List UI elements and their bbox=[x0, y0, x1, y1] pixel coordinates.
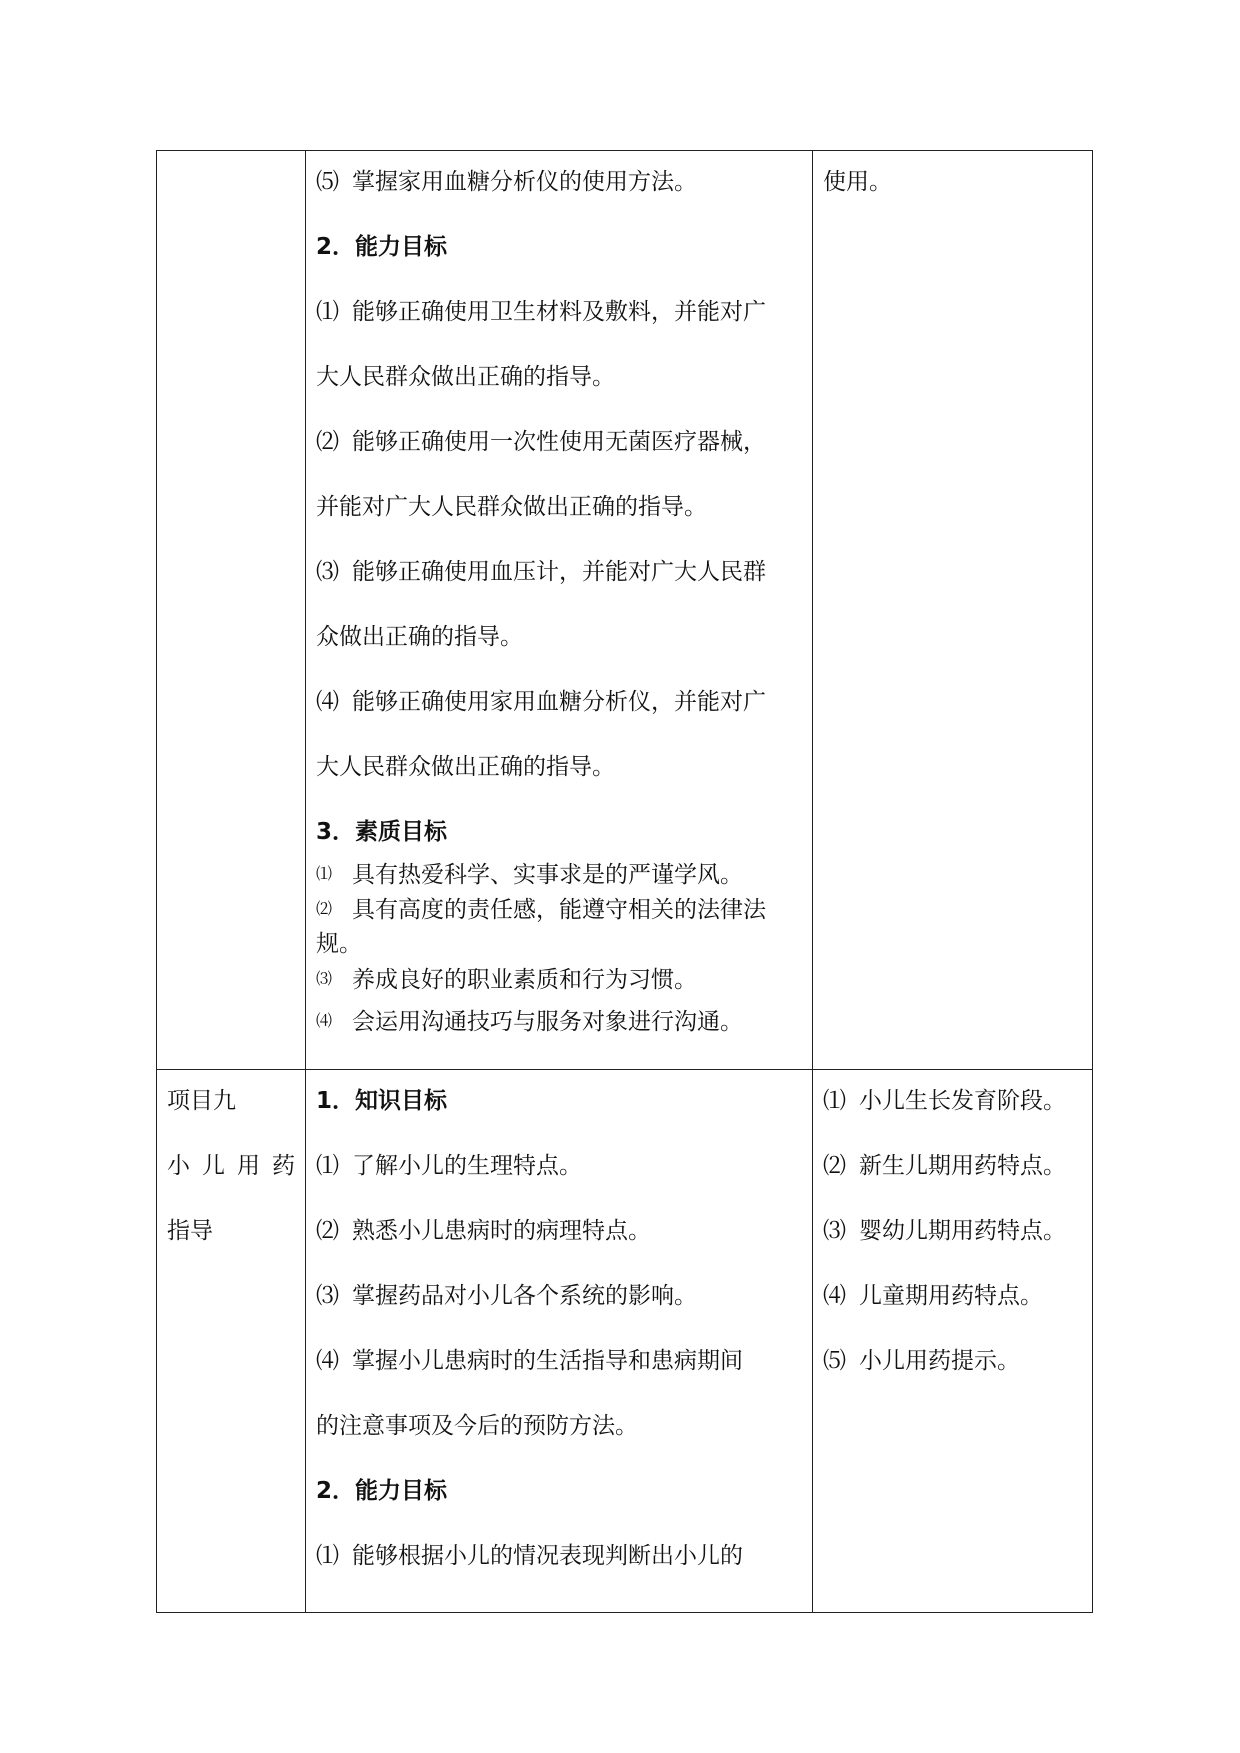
content-item: 使用。 bbox=[823, 169, 892, 195]
list-item: ⑴ 具有热爱科学、实事求是的严谨学风。 bbox=[316, 862, 743, 888]
list-item: ⑶ 养成良好的职业素质和行为习惯。 bbox=[316, 967, 697, 993]
list-item-continuation: 并能对广大人民群众做出正确的指导。 bbox=[316, 494, 707, 520]
objectives-cell bbox=[306, 151, 813, 1070]
section-heading: 1．知识目标 bbox=[316, 1088, 448, 1114]
list-item: ⑶ 掌握药品对小儿各个系统的影响。 bbox=[316, 1283, 697, 1309]
project-title-continuation: 指导 bbox=[167, 1218, 213, 1244]
list-item: ⑴ 了解小儿的生理特点。 bbox=[316, 1153, 582, 1179]
list-item: ⑴ 能够根据小儿的情况表现判断出小儿的 bbox=[316, 1543, 743, 1569]
content-item: ⑶ 婴幼儿期用药特点。 bbox=[823, 1218, 1066, 1244]
project-title: 小儿用药 bbox=[167, 1153, 307, 1179]
list-item: ⑵ 熟悉小儿患病时的病理特点。 bbox=[316, 1218, 651, 1244]
project-cell bbox=[157, 1070, 306, 1613]
list-item: ⑵ 具有高度的责任感，能遵守相关的法律法 bbox=[316, 897, 766, 923]
section-heading: 2．能力目标 bbox=[316, 234, 448, 260]
list-item: ⑷ 掌握小儿患病时的生活指导和患病期间 bbox=[316, 1348, 743, 1374]
content-cell bbox=[813, 151, 1093, 1070]
section-heading: 3．素质目标 bbox=[316, 819, 448, 845]
list-item-continuation: 大人民群众做出正确的指导。 bbox=[316, 754, 615, 780]
objectives-cell bbox=[306, 1070, 813, 1613]
list-item-continuation: 的注意事项及今后的预防方法。 bbox=[316, 1413, 638, 1439]
content-cell bbox=[813, 1070, 1093, 1613]
list-item-continuation: 规。 bbox=[316, 931, 362, 957]
list-item: ⑵ 能够正确使用一次性使用无菌医疗器械， bbox=[316, 429, 766, 455]
list-item-continuation: 众做出正确的指导。 bbox=[316, 624, 523, 650]
content-item: ⑵ 新生儿期用药特点。 bbox=[823, 1153, 1066, 1179]
project-cell bbox=[157, 151, 306, 1070]
table-row bbox=[157, 1070, 1093, 1613]
list-item: ⑴ 能够正确使用卫生材料及敷料，并能对广 bbox=[316, 299, 766, 325]
list-item: ⑷ 会运用沟通技巧与服务对象进行沟通。 bbox=[316, 1009, 743, 1035]
content-item: ⑸ 小儿用药提示。 bbox=[823, 1348, 1020, 1374]
list-item: ⑷ 能够正确使用家用血糖分析仪，并能对广 bbox=[316, 689, 766, 715]
course-objectives-table bbox=[156, 150, 1093, 1613]
content-item: ⑴ 小儿生长发育阶段。 bbox=[823, 1088, 1066, 1114]
table-row bbox=[157, 151, 1093, 1070]
list-item-continuation: 大人民群众做出正确的指导。 bbox=[316, 364, 615, 390]
list-item: ⑶ 能够正确使用血压计，并能对广大人民群 bbox=[316, 559, 766, 585]
content-item: ⑷ 儿童期用药特点。 bbox=[823, 1283, 1043, 1309]
project-number: 项目九 bbox=[167, 1088, 236, 1114]
list-item: ⑸ 掌握家用血糖分析仪的使用方法。 bbox=[316, 169, 697, 195]
section-heading: 2．能力目标 bbox=[316, 1478, 448, 1504]
